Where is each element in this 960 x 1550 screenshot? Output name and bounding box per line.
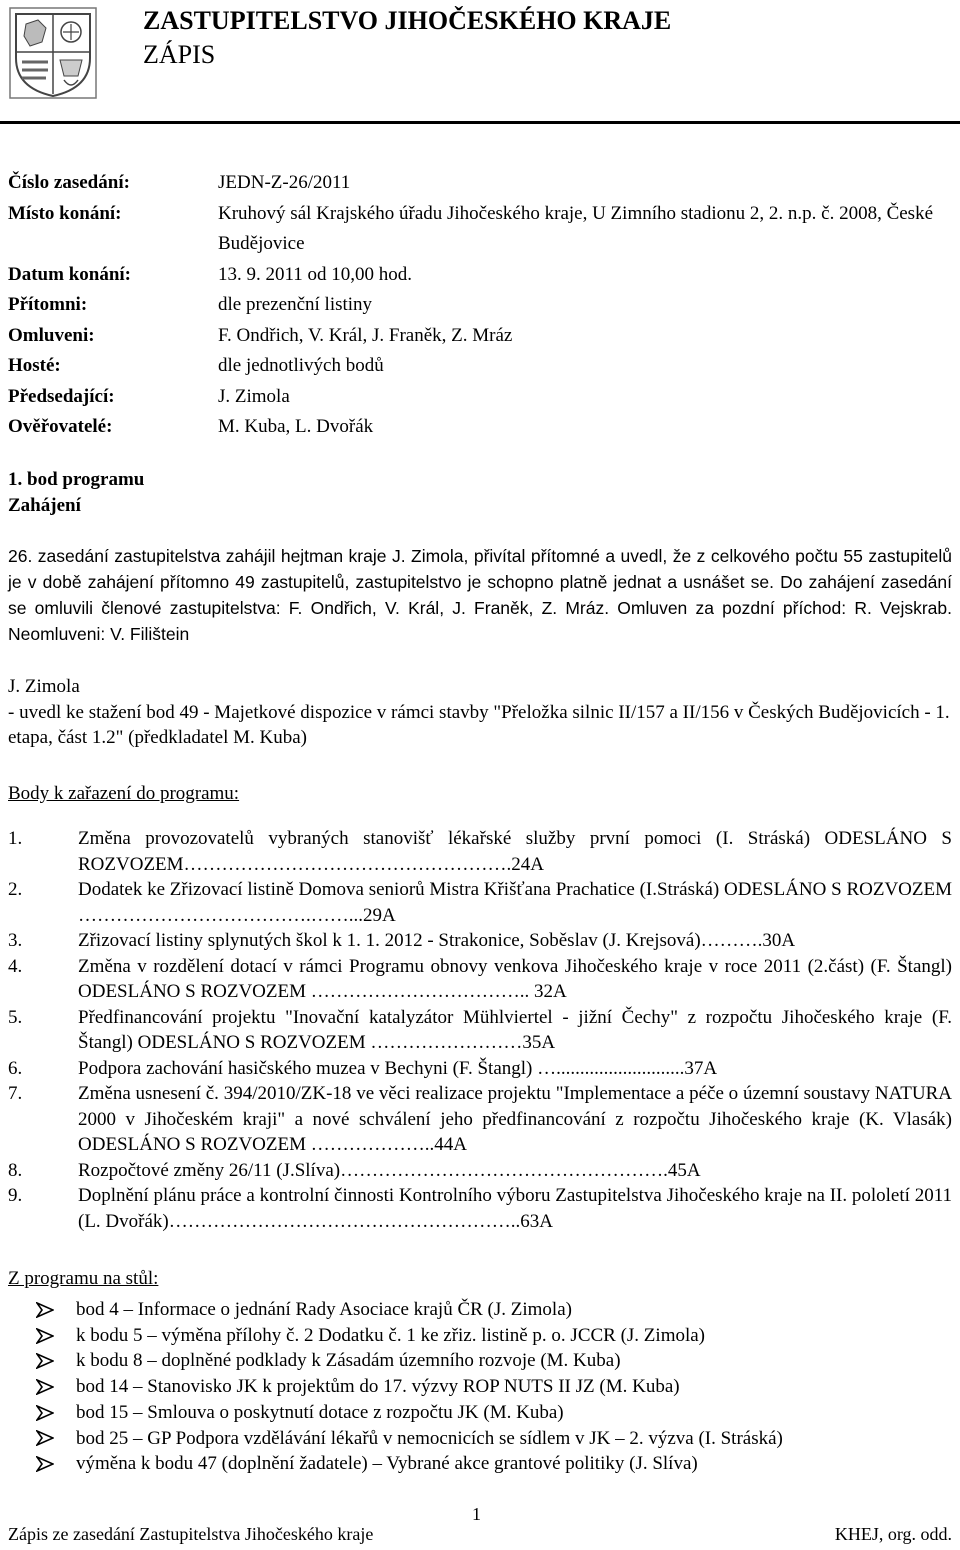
item-text: k bodu 8 – doplněné podklady k Zásadám územního rozvoje (M. Kuba) [76,1350,621,1372]
list-item [36,1400,946,1426]
meta-value: M. Kuba, L. Dvořák [218,416,374,437]
meta-row-chair [8,382,953,413]
item-number: 4. [8,955,23,977]
meta-value: J. Zimola [218,385,290,407]
bullet-arrow-icon [36,1405,76,1421]
item-number: 6. [8,1057,23,1079]
list-item [36,1348,946,1374]
table-additions-heading: Z programu na stůl: [8,1268,159,1289]
bullet-arrow-icon [36,1353,76,1369]
meta-row-guests [8,351,953,382]
header-divider [0,121,960,124]
list-item [36,1374,946,1400]
meta-value: F. Ondřich, V. Král, J. Franěk, Z. Mráz [218,324,513,346]
section-number: 1. bod programu [8,469,145,490]
document-title: ZASTUPITELSTVO JIHOČESKÉHO KRAJE [143,6,672,35]
meta-row-verifiers [8,412,953,443]
item-text: Změna v rozdělení dotací v rámci Programu obnovy venkova Jihočeského kraje v roce 2011 (2.část) (F. Štangl) ODESLÁNO S ROZVOZEM …………………………….. 32A [78,955,952,1002]
document-subtitle: ZÁPIS [143,40,216,69]
meta-label: Předsedající: [8,385,115,407]
agenda-additions-heading: Body k zařazení do programu: [8,783,240,804]
meta-label: Datum konání: [8,263,131,285]
meta-label: Ověřovatelé: [8,416,113,437]
item-number: 3. [8,930,23,951]
list-item [8,1056,952,1082]
item-text: Podpora zachování hasičského muzea v Bechyni (F. Štangl) …...........................37A [78,1057,718,1079]
item-text: Doplnění plánu práce a kontrolní činnosti Kontrolního výboru Zastupitelstva Jihočeského kraje na II. pololetí 2011 (L. Dvořák)………………………………………………..63A [78,1185,952,1232]
meta-row-present [8,290,953,321]
item-number: 8. [8,1159,23,1181]
item-number: 9. [8,1185,23,1206]
meta-value: JEDN-Z-26/2011 [218,172,351,193]
item-number: 1. [8,828,23,849]
footer-department: KHEJ, org. odd. [834,1524,952,1544]
item-number: 2. [8,879,23,900]
page-number: 1 [472,1504,481,1524]
item-number: 5. [8,1006,23,1028]
meeting-metadata [8,168,953,443]
meta-label: Přítomni: [8,294,88,315]
item-text: Změna usnesení č. 394/2010/ZK-18 ve věci realizace projektu "Implementace a péče o územní soustavy NATURA 2000 v Jihočeském kraji" a nové schválení jeho předfinancování z rozpočtu Jihočeského kraje (K. Vlasák) ODESLÁNO S ROZVOZEM ………………..44A [78,1083,952,1155]
list-item [8,1158,952,1184]
bullet-arrow-icon [36,1456,76,1472]
document-header [0,0,960,125]
bullet-arrow-icon [36,1302,76,1318]
meta-row-date [8,260,953,291]
intro-paragraph: 26. zasedání zastupitelstva zahájil hejtman kraje J. Zimola, přivítal přítomné a uvedl, že z celkového počtu 55 zastupitelů je v době zahájení přítomno 49 zastupitelů, zastupitelstvo je schopno platně jednat a usnášet se. Do zahájení zasedání se omluvili členové zastupitelstva: F. Ondřich, V. Král, J. Franěk, Z. Mráz. Omluven za pozdní příchod: R. Vejskrab. Neomluveni: V. Filištein [8,546,952,644]
list-item [8,826,952,877]
item-text: bod 15 – Smlouva o poskytnutí dotace z rozpočtu JK (M. Kuba) [76,1401,564,1423]
item-text: bod 14 – Stanovisko JK k projektům do 17. výzvy ROP NUTS II JZ (M. Kuba) [76,1376,680,1398]
bullet-arrow-icon [36,1430,76,1446]
item-text: k bodu 5 – výměna přílohy č. 2 Dodatku č. 1 ke zřiz. listině p. o. JCCR (J. Zimola) [76,1324,706,1346]
speaker-text: - uvedl ke stažení bod 49 - Majetkové dispozice v rámci stavby "Přeložka silnic II/157 a II/156 v Českých Budějovicích - 1. etapa, část 1.2" (předkladatel M. Kuba) [8,701,950,748]
meta-row-excused [8,321,953,352]
item-text: Zřizovací listiny splynutých škol k 1. 1. 2012 - Strakonice, Soběslav (J. Krejsová)……….30A [78,930,796,951]
list-item [36,1451,946,1477]
item-text: Rozpočtové změny 26/11 (J.Slíva)…………………………………………….45A [78,1159,701,1181]
item-text: výměna k bodu 47 (doplnění žadatele) – Vybrané akce grantové politiky (J. Slíva) [76,1453,698,1475]
meta-row-number [8,168,953,199]
item-text: Předfinancování projektu "Inovační katalyzátor Mühlviertel - jižní Čechy" z rozpočtu Jihočeského kraje (F. Štangl) ODESLÁNO S ROZVOZEM ……………………35A [78,1006,952,1053]
bullet-arrow-icon [36,1328,76,1344]
coat-of-arms-logo [8,6,98,100]
list-item [8,1081,952,1158]
list-item [36,1426,946,1452]
meta-label: Hosté: [8,355,61,376]
meta-label: Omluveni: [8,324,95,346]
section-heading [8,467,144,519]
list-item [8,954,952,1005]
meta-label: Číslo zasedání: [8,172,130,193]
bullet-arrow-icon [36,1379,76,1395]
item-number: 7. [8,1083,23,1104]
meta-value: 13. 9. 2011 od 10,00 hod. [218,263,413,285]
list-item [36,1297,946,1323]
section-name: Zahájení [8,495,81,516]
meta-value: Kruhový sál Krajského úřadu Jihočeského kraje, U Zimního stadionu 2, 2. n.p. č. 2008, České Budějovice [218,202,934,254]
speaker-name: J. Zimola [8,676,80,697]
item-text: bod 25 – GP Podpora vzdělávání lékařů v nemocnicích se sídlem v JK – 2. výzva (I. Stráská) [76,1427,783,1449]
list-item [8,1183,952,1234]
meta-value: dle prezenční listiny [218,294,373,315]
agenda-additions-list [8,826,952,1234]
list-item [8,928,952,954]
list-item [36,1323,946,1349]
list-item [8,877,952,928]
zimola-statement [8,674,952,751]
table-additions-list [36,1297,946,1477]
list-item [8,1005,952,1056]
meta-label: Místo konání: [8,202,122,224]
item-text: Dodatek ke Zřizovací listině Domova seniorů Mistra Křišťana Prachatice (I.Stráská) ODESLÁNO S ROZVOZEM ……………………………….……...29A [78,879,952,926]
footer-document-name: Zápis ze zasedání Zastupitelstva Jihočeského kraje [8,1524,374,1544]
meta-value: dle jednotlivých bodů [218,355,384,376]
item-text: Změna provozovatelů vybraných stanovišť lékařské služby první pomoci (I. Stráská) ODESLÁNO S ROZVOZEM…………………………………………….24A [78,828,952,875]
item-text: bod 4 – Informace o jednání Rady Asociace krajů ČR (J. Zimola) [76,1299,572,1320]
meta-row-place [8,199,953,260]
